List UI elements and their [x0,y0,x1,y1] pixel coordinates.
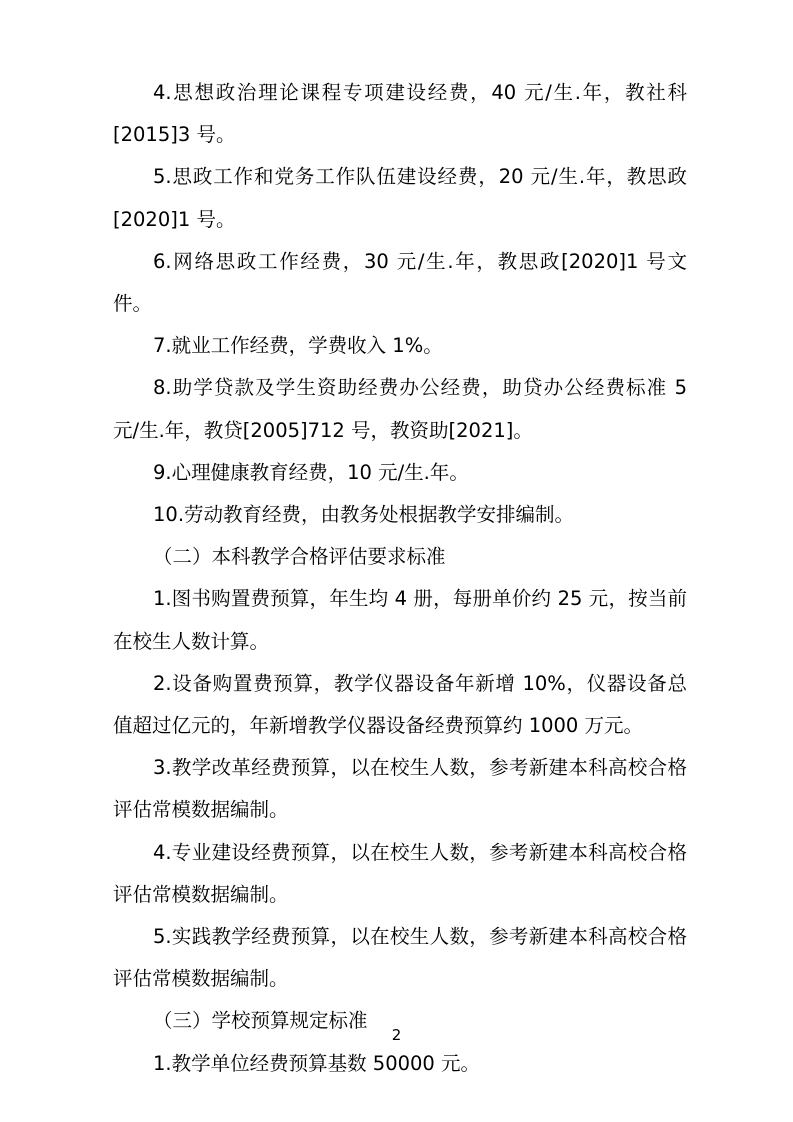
paragraph-item-4-discipline-building: 4.专业建设经费预算，以在校生人数，参考新建本科高校合格评估常模数据编制。 [113,840,687,906]
section-heading-3: （三）学校预算规定标准 [153,1009,368,1033]
paragraph-item-5-practice-teaching: 5.实践教学经费预算，以在校生人数，参考新建本科高校合格评估常模数据编制。 [113,925,687,991]
paragraph-item-10-labor-education: 10.劳动教育经费，由教务处根据教学安排编制。 [153,503,575,527]
paragraph-item-2-equipment: 2.设备购置费预算，教学仪器设备年新增 10%，仪器设备总值超过亿元的，年新增教学仪器设备经费预算约 1000 万元。 [113,671,687,738]
paragraph-item-1-books: 1.图书购置费预算，年生均 4 册，每册单价约 25 元，按当前在校生人数计算。 [113,587,687,653]
paragraph-item-5-party-work-team: 5.思政工作和党务工作队伍建设经费，20 元/生.年，教思政[2020]1 号。 [113,165,687,231]
page-number: 2 [391,1026,402,1044]
paragraph-item-7-employment: 7.就业工作经费，学费收入 1%。 [153,334,443,358]
paragraph-item-6-online-ideology: 6.网络思政工作经费，30 元/生.年，教思政[2020]1 号文件。 [113,249,687,316]
paragraph-item-1-unit-budget: 1.教学单位经费预算基数 50000 元。 [153,1051,481,1075]
document-body [113,72,687,1085]
paragraph-item-9-mental-health: 9.心理健康教育经费，10 元/生.年。 [153,460,469,484]
section-heading-2: （二）本科教学合格评估要求标准 [153,545,446,569]
paragraph-item-3-teaching-reform: 3.教学改革经费预算，以在校生人数，参考新建本科高校合格评估常模数据编制。 [113,756,687,822]
paragraph-item-8-student-aid: 8.助学贷款及学生资助经费办公经费，助贷办公经费标准 5 元/生.年，教贷[2005]712 号，教资助[2021]。 [113,376,687,442]
paragraph-item-4-ideology-course: 4.思想政治理论课程专项建设经费，40 元/生.年，教社科[2015]3 号。 [113,81,687,147]
